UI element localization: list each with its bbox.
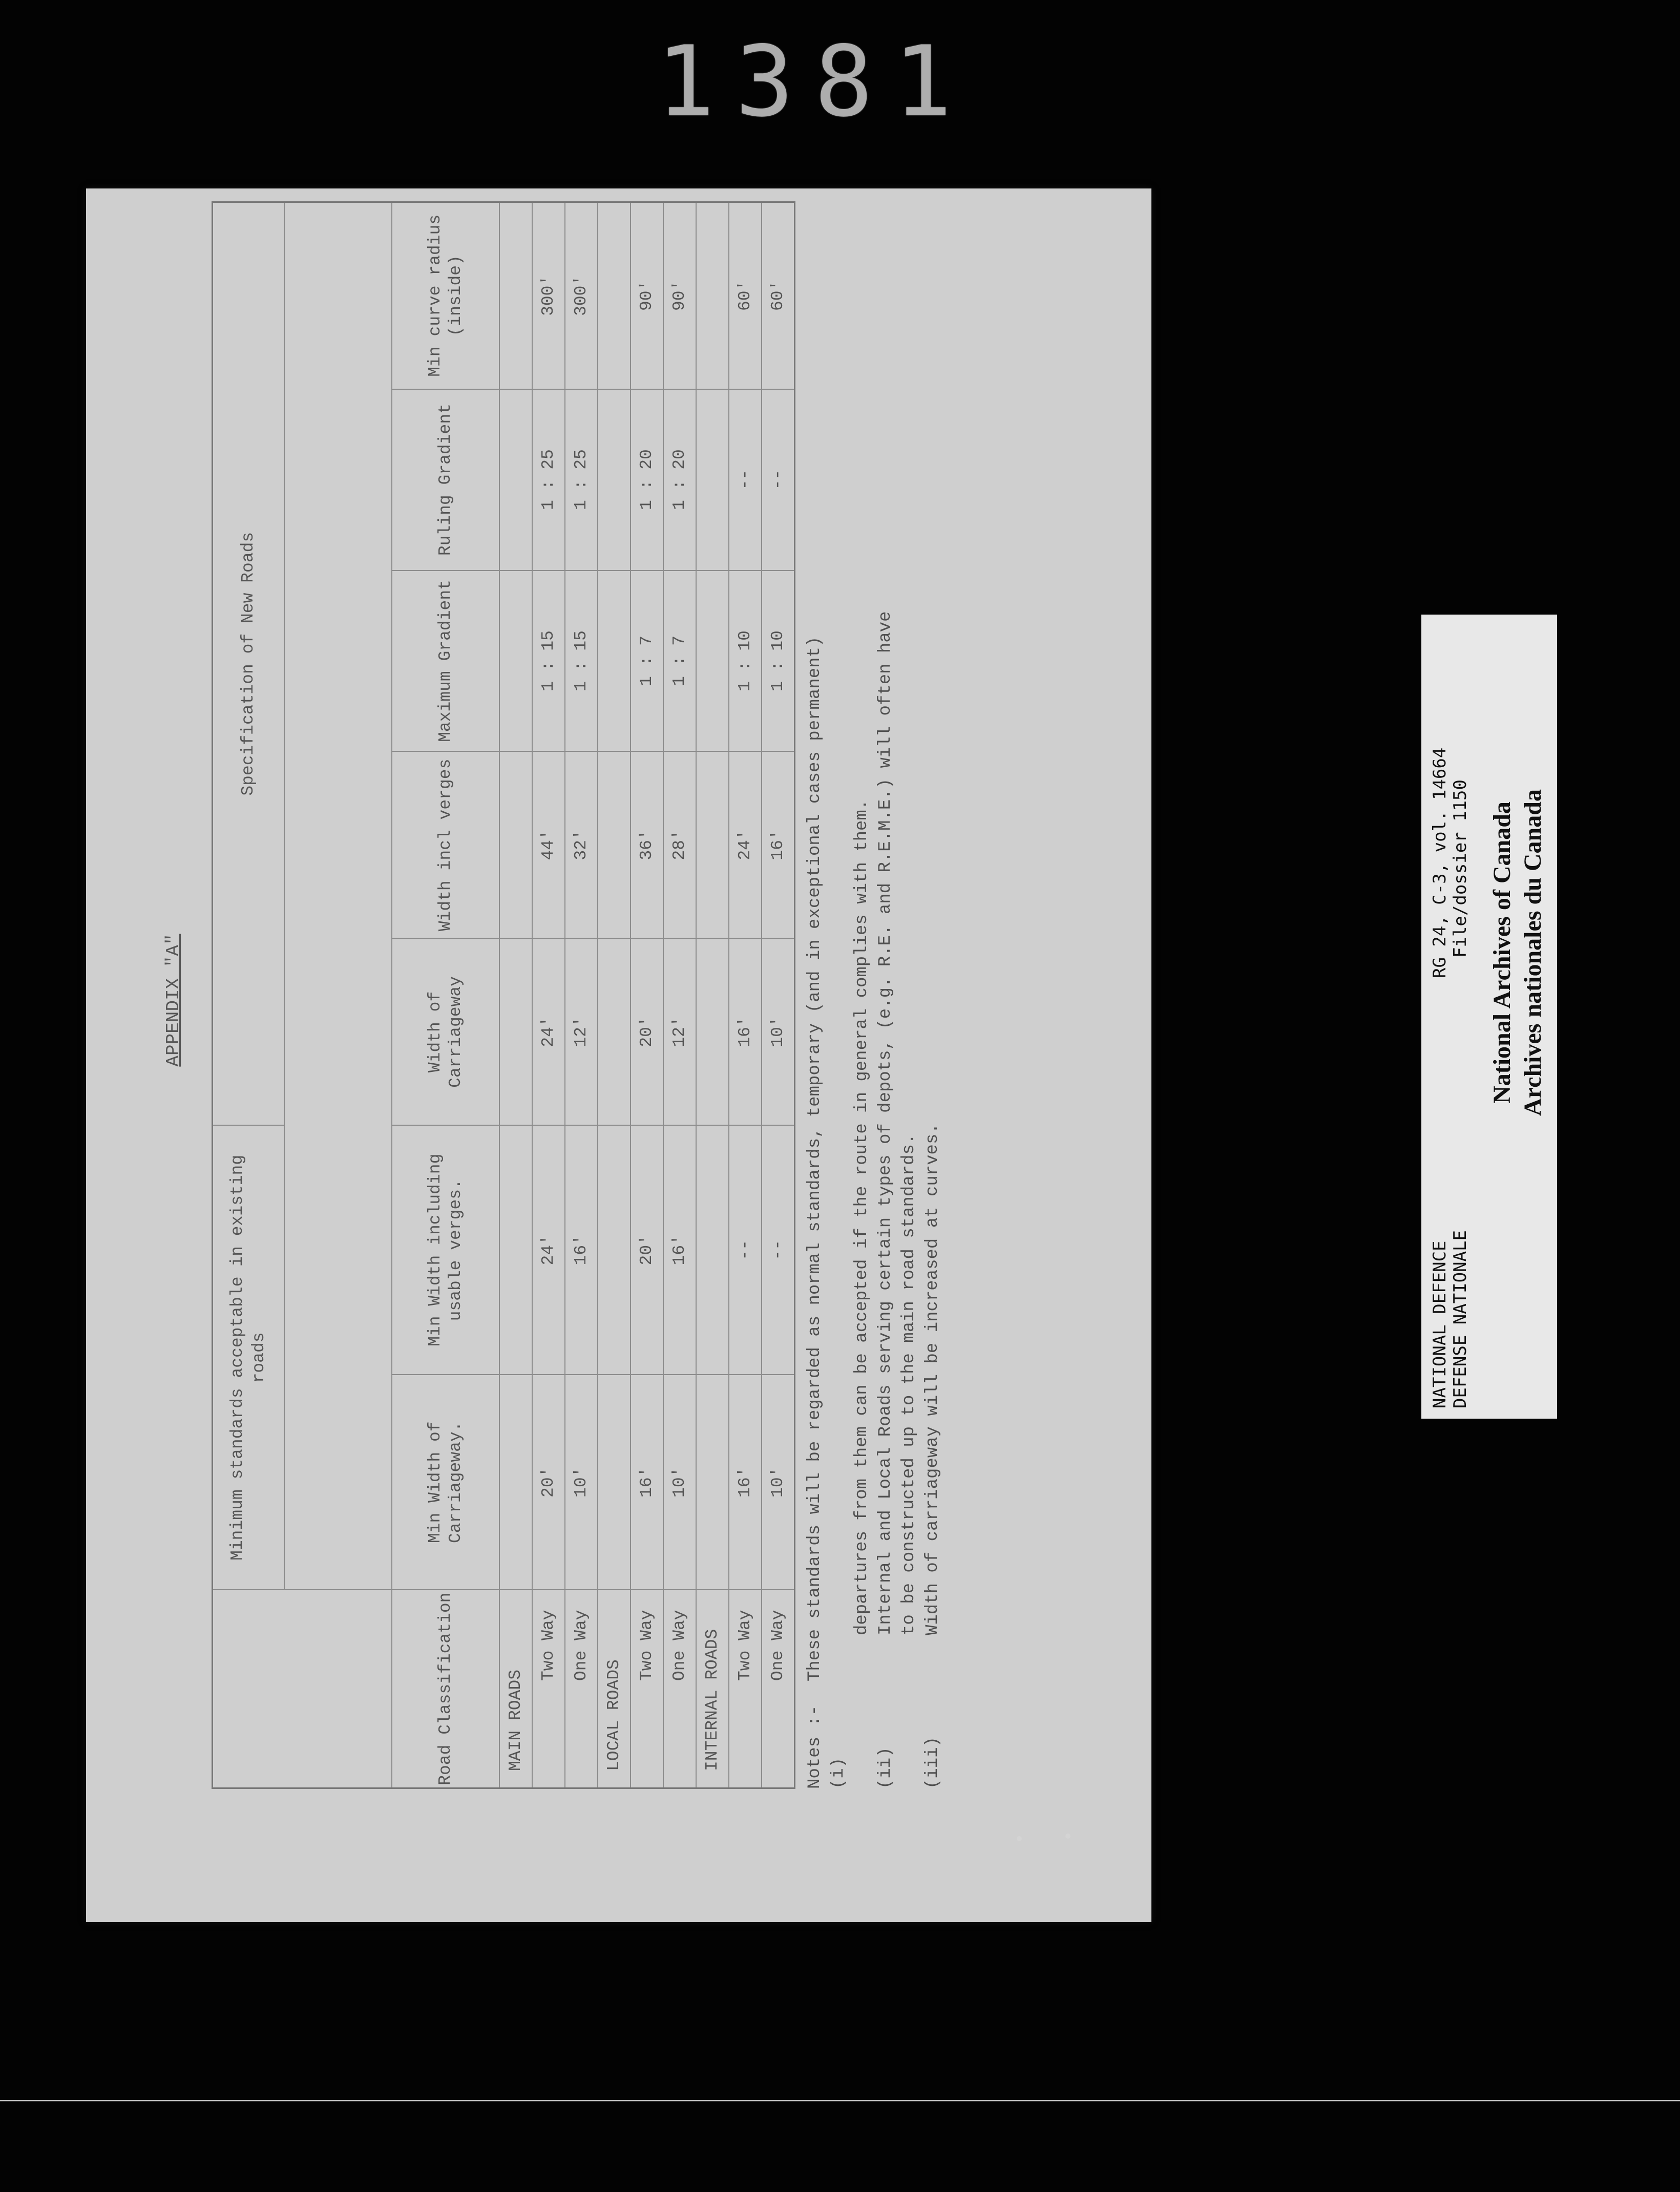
table-cell: 1 : 25 xyxy=(565,389,598,571)
min-curve-radius-header: Min curve radius (inside) xyxy=(392,202,499,389)
table-cell: 16' xyxy=(663,1125,696,1375)
table-cell: 10' xyxy=(762,938,795,1125)
table-cell: 16' xyxy=(729,938,762,1125)
table-cell: 60' xyxy=(762,202,795,389)
table-cell: 1 : 15 xyxy=(532,571,565,752)
table-cell: 10' xyxy=(663,1375,696,1590)
table-cell: 10' xyxy=(762,1375,795,1590)
stamp-reference-line2: File/dossier 1150 xyxy=(1450,779,1471,958)
appendix-title: APPENDIX "A" xyxy=(163,934,184,1067)
road-type-label: One Way xyxy=(565,1590,598,1788)
table-row xyxy=(499,202,532,1788)
table-cell: 28' xyxy=(663,751,696,938)
table-row xyxy=(762,202,795,1788)
table-cell: 1 : 25 xyxy=(532,389,565,571)
table-cell: 1 : 20 xyxy=(631,389,663,571)
archive-stamp xyxy=(1421,615,1557,1419)
note-tag xyxy=(850,1635,874,1789)
stamp-archives-fr: Archives nationales du Canada xyxy=(1519,789,1546,1116)
table-cell: -- xyxy=(729,1125,762,1375)
note-tag: (ii) xyxy=(876,1747,895,1789)
table-cell: 1 : 7 xyxy=(631,571,663,752)
punch-mark xyxy=(1065,1833,1070,1839)
rotated-content xyxy=(86,188,1151,1922)
table-cell: 90' xyxy=(631,202,663,389)
width-incl-verges-header: Width incl verges xyxy=(392,751,499,938)
road-group-name: INTERNAL ROADS xyxy=(696,1590,729,1788)
table-cell: 16' xyxy=(729,1375,762,1590)
road-type-label: Two Way xyxy=(631,1590,663,1788)
table-row xyxy=(565,202,598,1788)
stamp-dept-en: NATIONAL DEFENCE xyxy=(1430,1240,1450,1408)
road-group-name: LOCAL ROADS xyxy=(598,1590,631,1788)
frame-edge-line xyxy=(0,2100,1680,2101)
table-cell: 24' xyxy=(729,751,762,938)
table-cell: 16' xyxy=(631,1375,663,1590)
table-row xyxy=(598,202,631,1788)
table-cell: 1 : 10 xyxy=(762,571,795,752)
document-page xyxy=(86,188,1151,1922)
table-cell: 1 : 7 xyxy=(663,571,696,752)
table-cell: 20' xyxy=(532,1375,565,1590)
table-cell: 90' xyxy=(663,202,696,389)
road-specification-table xyxy=(212,201,795,1789)
table-cell: 12' xyxy=(565,938,598,1125)
notes-label: Notes :- (i) xyxy=(805,1705,848,1789)
table-cell: 300' xyxy=(532,202,565,389)
min-standards-header: Minimum standards acceptable in existing roads xyxy=(213,1125,284,1590)
min-width-carriageway-header: Min Width of Carriageway. xyxy=(392,1375,499,1590)
stamp-dept-fr: DEFENSE NATIONALE xyxy=(1450,1230,1471,1408)
note-text: These standards will be regarded as normal standards, temporary (and in exceptional cases permanent) xyxy=(805,636,825,1681)
table-cell: 60' xyxy=(729,202,762,389)
table-cell: 44' xyxy=(532,751,565,938)
note-tag: (iii) xyxy=(923,1736,942,1789)
note-text: departures from them can be accepted if the route in general complies with them. xyxy=(852,799,872,1635)
table-cell: 12' xyxy=(663,938,696,1125)
stamp-archives-en: National Archives of Canada xyxy=(1488,802,1516,1104)
table-cell: 1 : 10 xyxy=(729,571,762,752)
table-cell: 300' xyxy=(565,202,598,389)
classification-header-blank xyxy=(213,1590,392,1788)
table-cell: 32' xyxy=(565,751,598,938)
road-type-label: Two Way xyxy=(729,1590,762,1788)
table-cell: 24' xyxy=(532,1125,565,1375)
table-row xyxy=(532,202,565,1788)
road-type-label: One Way xyxy=(762,1590,795,1788)
table-row xyxy=(663,202,696,1788)
ruling-gradient-header: Ruling Gradient xyxy=(392,389,499,571)
punch-mark xyxy=(1017,1836,1022,1841)
road-type-label: One Way xyxy=(663,1590,696,1788)
frame-number: 1381 xyxy=(656,25,973,138)
table-cell: 16' xyxy=(762,751,795,938)
table-row xyxy=(696,202,729,1788)
width-carriageway-header: Width of Carriageway xyxy=(392,938,499,1125)
table-row xyxy=(631,202,663,1788)
road-classification-header: Road Classification xyxy=(392,1590,499,1788)
note-tag xyxy=(897,1635,921,1789)
table-cell: 1 : 15 xyxy=(565,571,598,752)
notes-section xyxy=(803,201,944,1789)
table-cell: 36' xyxy=(631,751,663,938)
note-text: Internal and Local Roads serving certain types of depots, (e.g. R.E. and R.E.M.E.) will often have xyxy=(876,611,895,1635)
road-type-label: Two Way xyxy=(532,1590,565,1788)
table-cell: -- xyxy=(762,389,795,571)
table-cell: 20' xyxy=(631,1125,663,1375)
table-cell: 16' xyxy=(565,1125,598,1375)
table-cell: 10' xyxy=(565,1375,598,1590)
table-cell: -- xyxy=(729,389,762,571)
note-text: to be constructed up to the main road standards. xyxy=(899,1133,919,1635)
table-row xyxy=(729,202,762,1788)
stamp-reference-line1: RG 24, C-3, vol. 14664 xyxy=(1430,747,1450,978)
road-group-name: MAIN ROADS xyxy=(499,1590,532,1788)
min-width-verges-header: Min Width including usable verges. xyxy=(392,1125,499,1375)
table-cell: -- xyxy=(762,1125,795,1375)
new-roads-header: Specification of New Roads xyxy=(213,202,284,1126)
table-cell: 24' xyxy=(532,938,565,1125)
maximum-gradient-header: Maximum Gradient xyxy=(392,571,499,752)
table-cell: 1 : 20 xyxy=(663,389,696,571)
note-text: Width of carriageway will be increased at curves. xyxy=(923,1123,942,1635)
table-cell: 20' xyxy=(631,938,663,1125)
